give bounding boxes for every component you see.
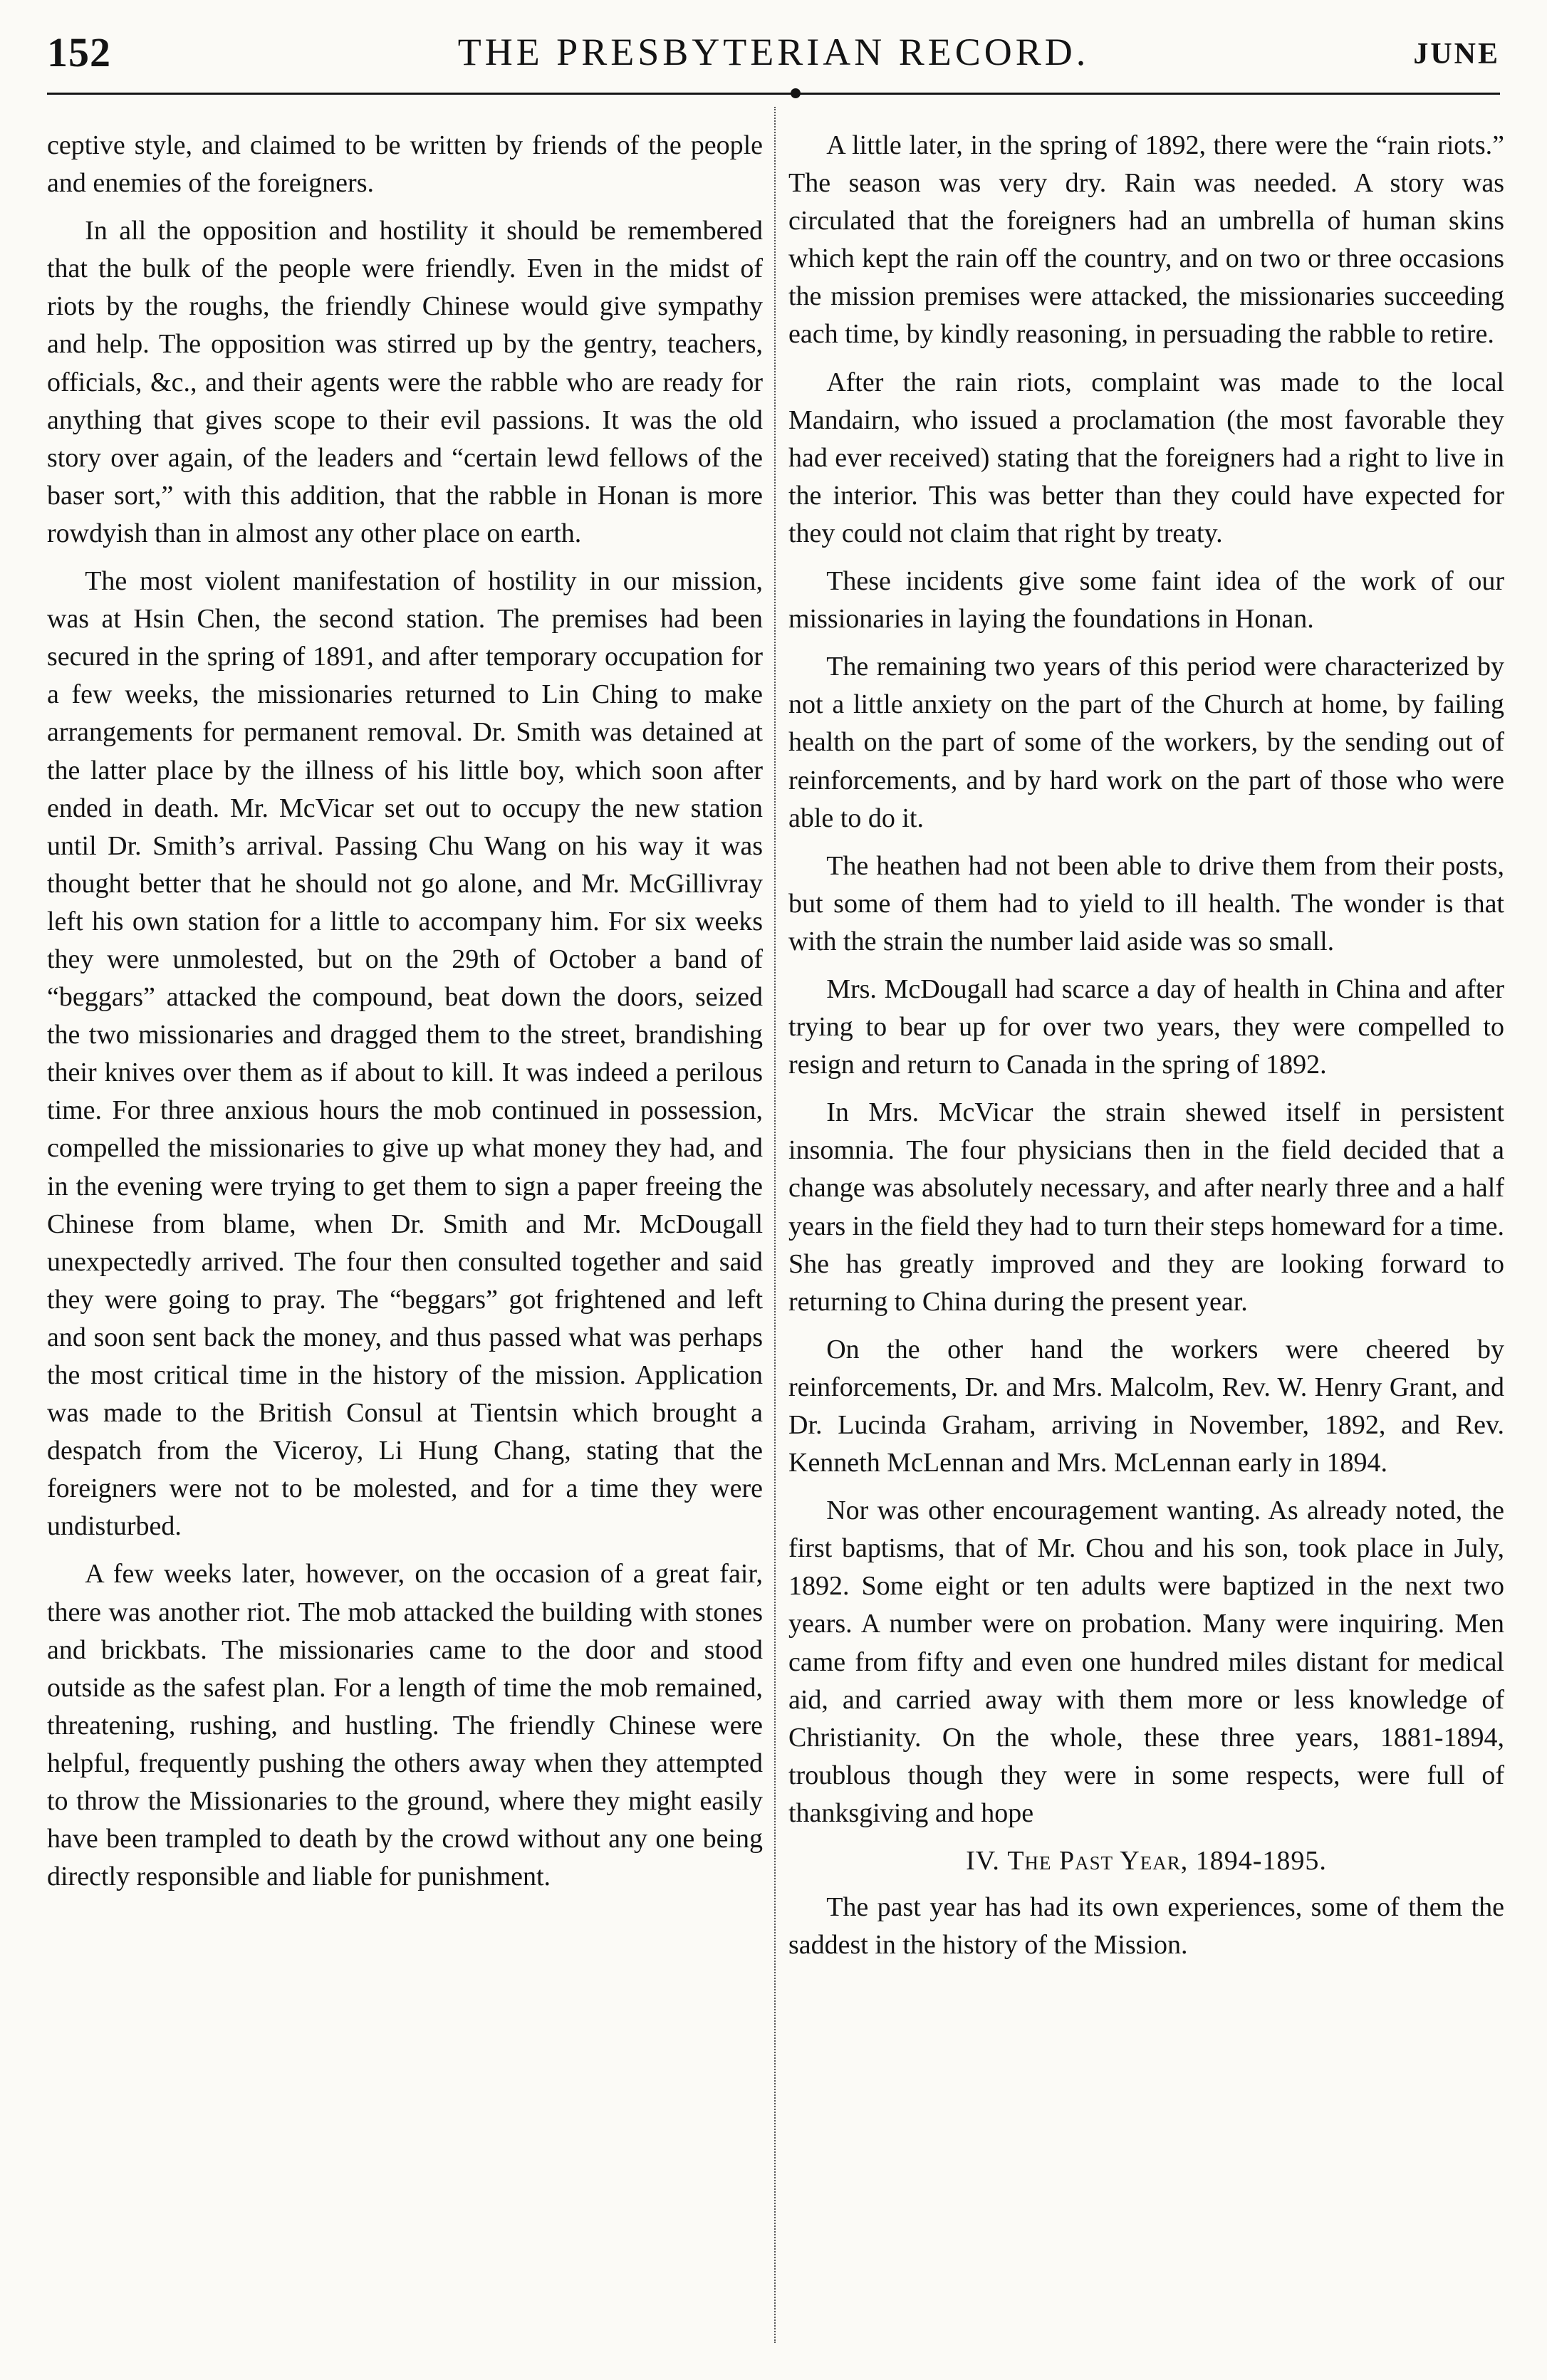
header-rule (47, 93, 1500, 95)
paragraph: A little later, in the spring of 1892, there were the “rain riots.” The season was very dry. Rain was needed. A story was circulated that the foreigners had an umbrella of human skins which kept the rain off the country, and on two or three occasions the mission premises were attacked, the missionaries succeeding each time, by kindly reasoning, in persuading the rabble to retire. (788, 130, 1504, 350)
paragraph: The remaining two years of this period were characterized by not a little anxiety on the part of the Church at home, by failing health on the part of some of the workers, by the sending out of reinforcements, and by hard work on the part of those who were able to do it. (788, 652, 1504, 833)
section-title: The Past Year, 1894-1895. (1007, 1846, 1327, 1877)
paragraph: On the other hand the workers were cheered by reinforcements, Dr. and Mrs. Malcolm, Rev. W. Henry Grant, and Dr. Lucinda Graham, arriving in November, 1892, and Rev. Kenneth McLennan and Mrs. McLennan early in 1894. (788, 1334, 1504, 1478)
paragraph: The heathen had not been able to drive them from their posts, but some of them had to yield to ill health. The wonder is that with the strain the number laid aside was so small. (788, 850, 1504, 956)
paragraph: After the rain riots, complaint was made to the local Mandairn, who issued a proclamation (the most favorable they had ever received) stating that the foreigners had a right to live in the interior. This was better than they could have expected for they could not claim that right by treaty. (788, 367, 1504, 548)
right-column (788, 127, 1504, 1974)
paragraph: ceptive style, and claimed to be written by friends of the people and enemies of the foreigners. (47, 130, 763, 199)
issue-month: JUNE (1413, 38, 1500, 71)
paragraph: In all the opposition and hostility it should be remembered that the bulk of the people were friendly. Even in the midst of riots by the roughs, the friendly Chinese would give sympathy and help. The opposition was stirred up by the gentry, teachers, officials, &c., and their agents were the rabble who are ready for anything that gives scope to their evil passions. It was the old story over again, of the leaders and “certain lewd fellows of the baser sort,” with this addition, that the rabble in Honan is more rowdyish than in almost any other place on earth. (47, 216, 763, 548)
section-number: IV. (966, 1846, 1000, 1877)
paragraph: In Mrs. McVicar the strain shewed itself in persistent insomnia. The four physicians then in the field decided that a change was absolutely necessary, and after nearly three and a half years in the field they had to turn their steps homeward for a time. She has greatly improved and they are looking forward to returning to China during the present year. (788, 1097, 1504, 1317)
page-number: 152 (47, 29, 111, 75)
header-rule-ornament (791, 88, 801, 98)
paragraph: The most violent manifestation of hostility in our mission, was at Hsin Chen, the second station. The premises had been secured in the spring of 1891, and after temporary occupation for a few weeks, the missionaries returned to Lin Ching to make arrangements for permanent removal. Dr. Smith was detained at the latter place by the illness of his little boy, which soon after ended in death. Mr. McVicar set out to occupy the new station until Dr. Smith’s arrival. Passing Chu Wang on his way it was thought better that he should not go alone, and Mr. McGillivray left his own station for a little to accompany him. For six weeks they were unmolested, but on the 29th of October a band of “beggars” attacked the compound, beat down the doors, seized the two missionaries and dragged them to the street, brandishing their knives over them as if about to kill. It was indeed a perilous time. For three anxious hours the mob continued in possession, compelled the missionaries to give up what money they had, and in the evening were trying to get them to sign a paper freeing the Chinese from blame, when Dr. Smith and Mr. McDougall unexpectedly arrived. The four then consulted together and said they were going to pray. The “beggars” got frightened and left and soon sent back the money, and thus passed what was perhaps the most critical time in the history of the mission. Application was made to the British Consul at Tientsin which brought a despatch from the Viceroy, Li Hung Chang, stating that the foreigners were not to be molested, and for a time they were undisturbed. (47, 566, 763, 1542)
page-header (47, 28, 1500, 78)
section-heading (788, 1842, 1504, 1880)
column-divider (774, 107, 776, 2343)
paragraph: Mrs. McDougall had scarce a day of health in China and after trying to bear up for over two years, they were compelled to resign and return to Canada in the spring of 1892. (788, 974, 1504, 1080)
paragraph: A few weeks later, however, on the occasion of a great fair, there was another riot. The mob attacked the building with stones and brickbats. The missionaries came to the door and stood outside as the safest plan. For a length of time the mob remained, threatening, rushing, and hustling. The friendly Chinese were helpful, frequently pushing the others away when they attempted to throw the Missionaries to the ground, where they might easily have been trampled to death by the crowd without any one being directly responsible and liable for punishment. (47, 1559, 763, 1892)
left-column (47, 127, 763, 1906)
paragraph: The past year has had its own experiences, some of them the saddest in the history of the Mission. (788, 1892, 1504, 1961)
journal-title: THE PRESBYTERIAN RECORD. (457, 31, 1090, 73)
paragraph: Nor was other encouragement wanting. As already noted, the first baptisms, that of Mr. Chou and his son, took place in July, 1892. Some eight or ten adults were baptized in the next two years. A number were on probation. Many were inquiring. Men came from fifty and even one hundred miles distant for medical aid, and carried away with them more or less knowledge of Christianity. On the whole, these three years, 1881-1894, troublous though they were in some respects, were full of thanksgiving and hope (788, 1496, 1504, 1828)
paragraph: These incidents give some faint idea of the work of our missionaries in laying the foundations in Honan. (788, 566, 1504, 635)
